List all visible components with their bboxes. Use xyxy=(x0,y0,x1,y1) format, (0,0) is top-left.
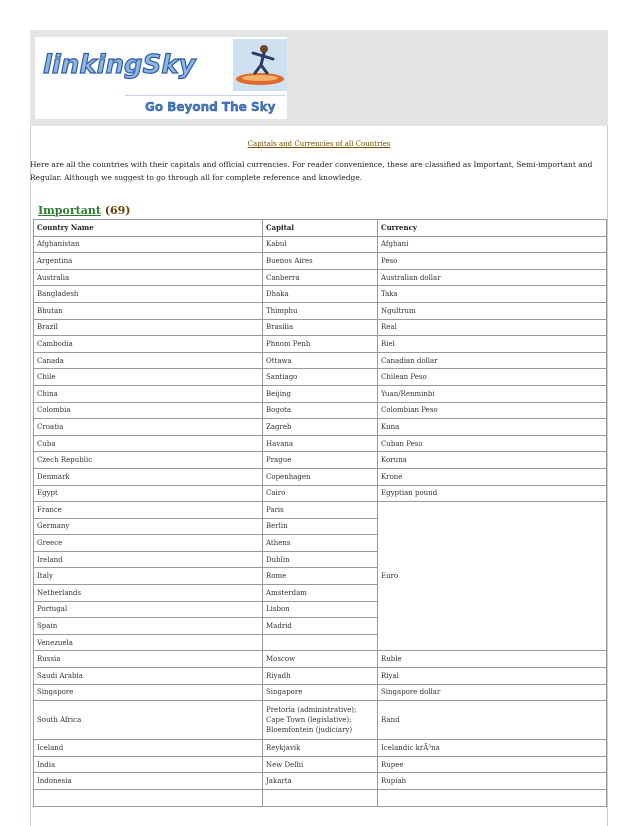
table-cell: Dublin xyxy=(263,551,378,568)
table-cell: Yuan/Renminbi xyxy=(378,385,607,402)
table-cell: Amsterdam xyxy=(263,585,378,602)
table-cell: Kabul xyxy=(263,236,378,253)
table-row xyxy=(34,756,607,773)
countries-table xyxy=(33,219,607,807)
table-cell: Singapore dollar xyxy=(378,684,607,701)
table-cell: Santiago xyxy=(263,369,378,386)
table-row xyxy=(34,236,607,253)
table-cell: Rupee xyxy=(378,756,607,773)
table-cell: Havana xyxy=(263,435,378,452)
table-cell: Bhutan xyxy=(34,302,263,319)
table-row xyxy=(34,336,607,353)
table-cell: Phnom Penh xyxy=(263,336,378,353)
table-cell: Colombia xyxy=(34,402,263,419)
table-cell: France xyxy=(34,502,263,519)
table-cell: Indonesia xyxy=(34,773,263,790)
table-cell: Saudi Arabia xyxy=(34,668,263,685)
table-row xyxy=(34,790,607,807)
table-cell: Moscow xyxy=(263,651,378,668)
table-cell: Spain xyxy=(34,618,263,635)
table-row xyxy=(34,302,607,319)
table-cell: Australian dollar xyxy=(378,269,607,286)
table-cell: Riel xyxy=(378,336,607,353)
table-cell: Ireland xyxy=(34,551,263,568)
table-cell: Reykjavik xyxy=(263,740,378,757)
table-cell: Icelandic krÃ³na xyxy=(378,740,607,757)
table-cell xyxy=(378,790,607,807)
table-cell: Real xyxy=(378,319,607,336)
table-row xyxy=(34,701,607,740)
section-heading xyxy=(38,204,130,217)
page-title[interactable]: Capitals and Currencies of all Countries xyxy=(247,140,391,148)
table-row xyxy=(34,668,607,685)
table-cell: Colombian Peso xyxy=(378,402,607,419)
column-header-country: Country Name xyxy=(34,220,263,237)
table-cell: Canadian dollar xyxy=(378,352,607,369)
table-cell: Rome xyxy=(263,568,378,585)
table-cell: Cuban Peso xyxy=(378,435,607,452)
table-cell: Bangladesh xyxy=(34,286,263,303)
table-cell: Thimphu xyxy=(263,302,378,319)
table-cell: Madrid xyxy=(263,618,378,635)
table-cell: Singapore xyxy=(34,684,263,701)
table-cell: Croatia xyxy=(34,419,263,436)
table-row xyxy=(34,352,607,369)
site-logo[interactable] xyxy=(35,37,287,119)
table-cell: Canberra xyxy=(263,269,378,286)
table-cell: Peso xyxy=(378,253,607,270)
table-cell: Ngultrum xyxy=(378,302,607,319)
table-header-row xyxy=(34,220,607,237)
table-body xyxy=(34,236,607,806)
table-row xyxy=(34,773,607,790)
table-cell: Portugal xyxy=(34,601,263,618)
table-cell: Iceland xyxy=(34,740,263,757)
table-cell: Chilean Peso xyxy=(378,369,607,386)
table-cell: Buenos Aires xyxy=(263,253,378,270)
table-cell: Athens xyxy=(263,535,378,552)
table-cell: Ruble xyxy=(378,651,607,668)
table-cell: Ottawa xyxy=(263,352,378,369)
table-row xyxy=(34,269,607,286)
table-cell xyxy=(263,790,378,807)
table-cell: Argentina xyxy=(34,253,263,270)
table-cell: Krone xyxy=(378,468,607,485)
section-count: (69) xyxy=(104,204,131,217)
table-cell xyxy=(263,634,378,651)
table-row xyxy=(34,286,607,303)
table-row xyxy=(34,452,607,469)
table-cell: Netherlands xyxy=(34,585,263,602)
table-row xyxy=(34,419,607,436)
table-cell: Koruna xyxy=(378,452,607,469)
table-row xyxy=(34,385,607,402)
table-cell xyxy=(34,790,263,807)
table-cell: Singapore xyxy=(263,684,378,701)
table-row xyxy=(34,369,607,386)
table-row xyxy=(34,684,607,701)
table-row xyxy=(34,485,607,502)
table-cell: Russia xyxy=(34,651,263,668)
surfer-icon xyxy=(233,39,287,91)
table-row xyxy=(34,502,607,519)
logo-tagline-text: Go Beyond The Sky xyxy=(145,100,276,114)
intro-paragraph: Here are all the countries with their capitals and official currencies. For reader convenience, these are classified as Important, Semi-important and Regular. Although we suggest to go through all for complete reference and knowledge. xyxy=(30,160,593,182)
table-cell: Kuna xyxy=(378,419,607,436)
table-cell: New Delhi xyxy=(263,756,378,773)
table-cell: Germany xyxy=(34,518,263,535)
column-header-currency: Currency xyxy=(378,220,607,237)
table-row xyxy=(34,402,607,419)
table-row xyxy=(34,435,607,452)
table-cell: Riyal xyxy=(378,668,607,685)
table-cell: Lisbon xyxy=(263,601,378,618)
table-cell: Berlin xyxy=(263,518,378,535)
euro-currency-cell: Euro xyxy=(378,502,607,651)
logo-wordmark xyxy=(39,43,199,83)
table-cell: Jakarta xyxy=(263,773,378,790)
table-cell: Pretoria (administrative); Cape Town (legislative); Bloemfontein (judiciary) xyxy=(263,701,378,740)
table-cell: Brazil xyxy=(34,319,263,336)
table-cell: Copenhagen xyxy=(263,468,378,485)
table-cell: South Africa xyxy=(34,701,263,740)
column-header-capital: Capital xyxy=(263,220,378,237)
section-label-link[interactable]: Important xyxy=(38,204,101,217)
table-cell: Egyptian pound xyxy=(378,485,607,502)
table-cell: Australia xyxy=(34,269,263,286)
table-row xyxy=(34,253,607,270)
table-cell: Cuba xyxy=(34,435,263,452)
table-cell: Beijing xyxy=(263,385,378,402)
table-cell: Canada xyxy=(34,352,263,369)
table-cell: Rupiah xyxy=(378,773,607,790)
table-cell: Prague xyxy=(263,452,378,469)
table-cell: Denmark xyxy=(34,468,263,485)
logo-wordmark-text: linkingSky xyxy=(43,50,196,80)
table-row xyxy=(34,319,607,336)
table-cell: Afghanistan xyxy=(34,236,263,253)
table-cell: Brasilia xyxy=(263,319,378,336)
table-cell: Cambodia xyxy=(34,336,263,353)
table-cell: Greece xyxy=(34,535,263,552)
table-cell: Italy xyxy=(34,568,263,585)
table-cell: Dhaka xyxy=(263,286,378,303)
table-cell: Egypt xyxy=(34,485,263,502)
table-cell: Czech Republic xyxy=(34,452,263,469)
logo-tagline xyxy=(125,95,285,118)
table-cell: India xyxy=(34,756,263,773)
table-cell: Rand xyxy=(378,701,607,740)
table-cell: Bogota xyxy=(263,402,378,419)
table-row xyxy=(34,468,607,485)
table-cell: Afghani xyxy=(378,236,607,253)
table-row xyxy=(34,740,607,757)
table-cell: Paris xyxy=(263,502,378,519)
table-cell: China xyxy=(34,385,263,402)
table-cell: Cairo xyxy=(263,485,378,502)
table-cell: Riyadh xyxy=(263,668,378,685)
table-cell: Taka xyxy=(378,286,607,303)
table-cell: Chile xyxy=(34,369,263,386)
table-cell: Venezuela xyxy=(34,634,263,651)
table-row xyxy=(34,651,607,668)
table-cell: Zagreb xyxy=(263,419,378,436)
